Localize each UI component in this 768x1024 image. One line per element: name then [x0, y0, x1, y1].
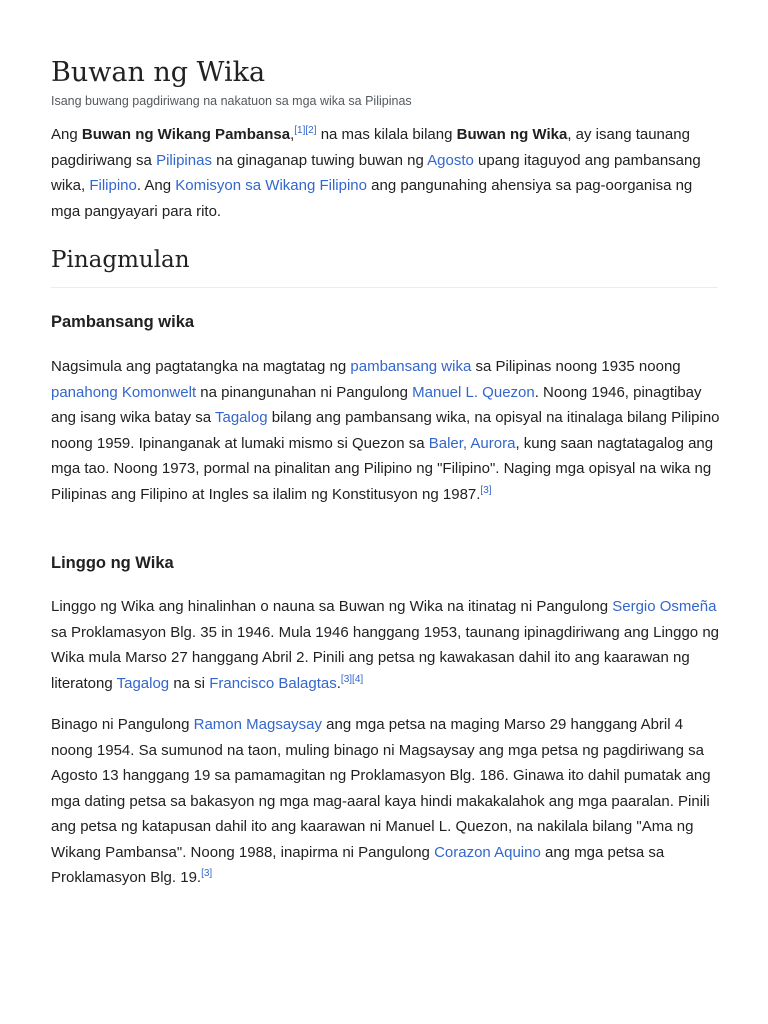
page-tagline: Isang buwang pagdiriwang na nakatuon sa mga wika sa Pilipinas: [51, 94, 412, 108]
bold-term: Buwan ng Wika: [456, 126, 568, 143]
text-run: na pinangunahan ni Pangulong: [196, 383, 413, 401]
text-run: ang pangunahing ahensiya sa pag-oorganisa ng mga pangyayari para rito.: [51, 177, 693, 220]
link-filipino[interactable]: Filipino: [89, 177, 137, 194]
citation-link-1[interactable]: [1]: [294, 125, 306, 136]
subsection-heading-pambansang-wika: Pambansang wika: [51, 313, 195, 331]
page-title: Buwan ng Wika: [51, 57, 266, 88]
text-run: , ay isang taunang pagdiriwang sa: [51, 126, 690, 169]
text-run: na mas kilala bilang: [316, 126, 457, 143]
link-tagalog-2[interactable]: Tagalog: [116, 674, 170, 692]
text-run: upang itaguyod ang pambansang wika,: [51, 151, 701, 194]
link-komisyon[interactable]: Komisyon sa Wikang Filipino: [175, 177, 367, 194]
citation: [480, 485, 491, 496]
paragraph-linggo-ng-wika-1: [51, 594, 721, 696]
text-run: . Noong 1946, pinagtibay ang isang wika batay sa: [51, 383, 702, 426]
link-francisco-balagtas[interactable]: Francisco Balagtas: [209, 674, 337, 692]
text-run: sa Proklamasyon Blg. 35 in 1946. Mula 1946 hanggang 1953, taunang ipinagdiriwang ang Linggo ng Wika mula Marso 27 hanggang Abril 2. Pinili ang petsa ng kawakasan dahil ito ang kaarawan ng literatong: [51, 623, 719, 692]
citation-link-4[interactable]: [4]: [352, 673, 364, 685]
text-run: na ginaganap tuwing buwan ng: [211, 151, 428, 169]
text-run: ,: [290, 126, 295, 143]
link-tagalog[interactable]: Tagalog: [215, 409, 268, 426]
link-baler-aurora[interactable]: Baler, Aurora: [428, 434, 516, 452]
citation-link-3[interactable]: [3]: [340, 673, 353, 685]
intro-paragraph: [51, 122, 721, 224]
citation: [341, 674, 363, 685]
citation-link-2[interactable]: [2]: [305, 125, 317, 136]
link-pilipinas[interactable]: Pilipinas: [156, 151, 212, 169]
link-corazon-aquino[interactable]: Corazon Aquino: [434, 843, 541, 861]
text-run: bilang ang pambansang wika, na opisyal na itinalaga bilang Pilipino noong 1959. Ipinanganak at lumaki mismo si Quezon sa: [51, 409, 720, 452]
text-run: Linggo ng Wika ang hinalinhan o nauna sa Buwan ng Wika na itinatag ni Pangulong: [51, 598, 613, 615]
text-run: ang mga petsa sa Proklamasyon Blg. 19.: [51, 843, 665, 886]
paragraph-linggo-ng-wika-2: [51, 712, 721, 891]
text-run: Binago ni Pangulong: [51, 716, 194, 733]
text-run: , kung saan nagtatagalog ang mga tao. Noong 1973, pormal na pinalitan ang Pilipino ng "Filipino". Naging mga opisyal na wika ng Pilipinas ang Filipino at Ingles sa ilalim ng Konstitusyon ng 1987.: [51, 434, 714, 503]
link-quezon[interactable]: Manuel L. Quezon: [412, 383, 535, 401]
text-run: . Ang: [136, 177, 176, 194]
citation-link-3[interactable]: [3]: [480, 484, 492, 496]
bold-term: Buwan ng Wikang Pambansa: [81, 126, 291, 143]
subsection-heading-linggo-ng-wika: Linggo ng Wika: [51, 554, 174, 572]
link-agosto[interactable]: Agosto: [427, 151, 474, 169]
text-run: Ang: [51, 126, 82, 143]
section-heading: Pinagmulan: [51, 244, 718, 288]
citation: [294, 125, 316, 136]
text-run: sa Pilipinas noong 1935 noong: [471, 358, 681, 375]
link-komonwelt[interactable]: panahong Komonwelt: [51, 383, 197, 401]
link-pambansang-wika[interactable]: pambansang wika: [350, 358, 472, 375]
text-run: ang mga petsa na maging Marso 29 hanggang Abril 4 noong 1954. Sa sumunod na taon, muling binago ni Magsaysay ang mga petsa ng pagdiriwang sa Agosto 13 hanggang 19 sa pamamagitan ng Proklamasyon Blg. 186. Ginawa ito dahil pumatak ang mga dating petsa sa bakasyon ng mga mag-aaral kaya hindi makakalahok ang mga paaralan. Pinili ang petsa ng katapusan dahil ito ang kaarawan ni Manuel L. Quezon, na nakilala bilang "Ama ng Wikang Pambansa". Noong 1988, inapirma ni Pangulong: [51, 716, 711, 861]
link-sergio-osmena[interactable]: Sergio Osmeña: [612, 598, 717, 615]
citation-link-3[interactable]: [3]: [201, 868, 213, 879]
text-run: Nagsimula ang pagtatangka na magtatag ng: [51, 358, 351, 375]
link-ramon-magsaysay[interactable]: Ramon Magsaysay: [193, 716, 323, 733]
text-run: .: [336, 674, 341, 692]
text-run: na si: [169, 674, 210, 692]
citation: [201, 868, 212, 879]
paragraph-pambansang-wika: [51, 354, 721, 507]
